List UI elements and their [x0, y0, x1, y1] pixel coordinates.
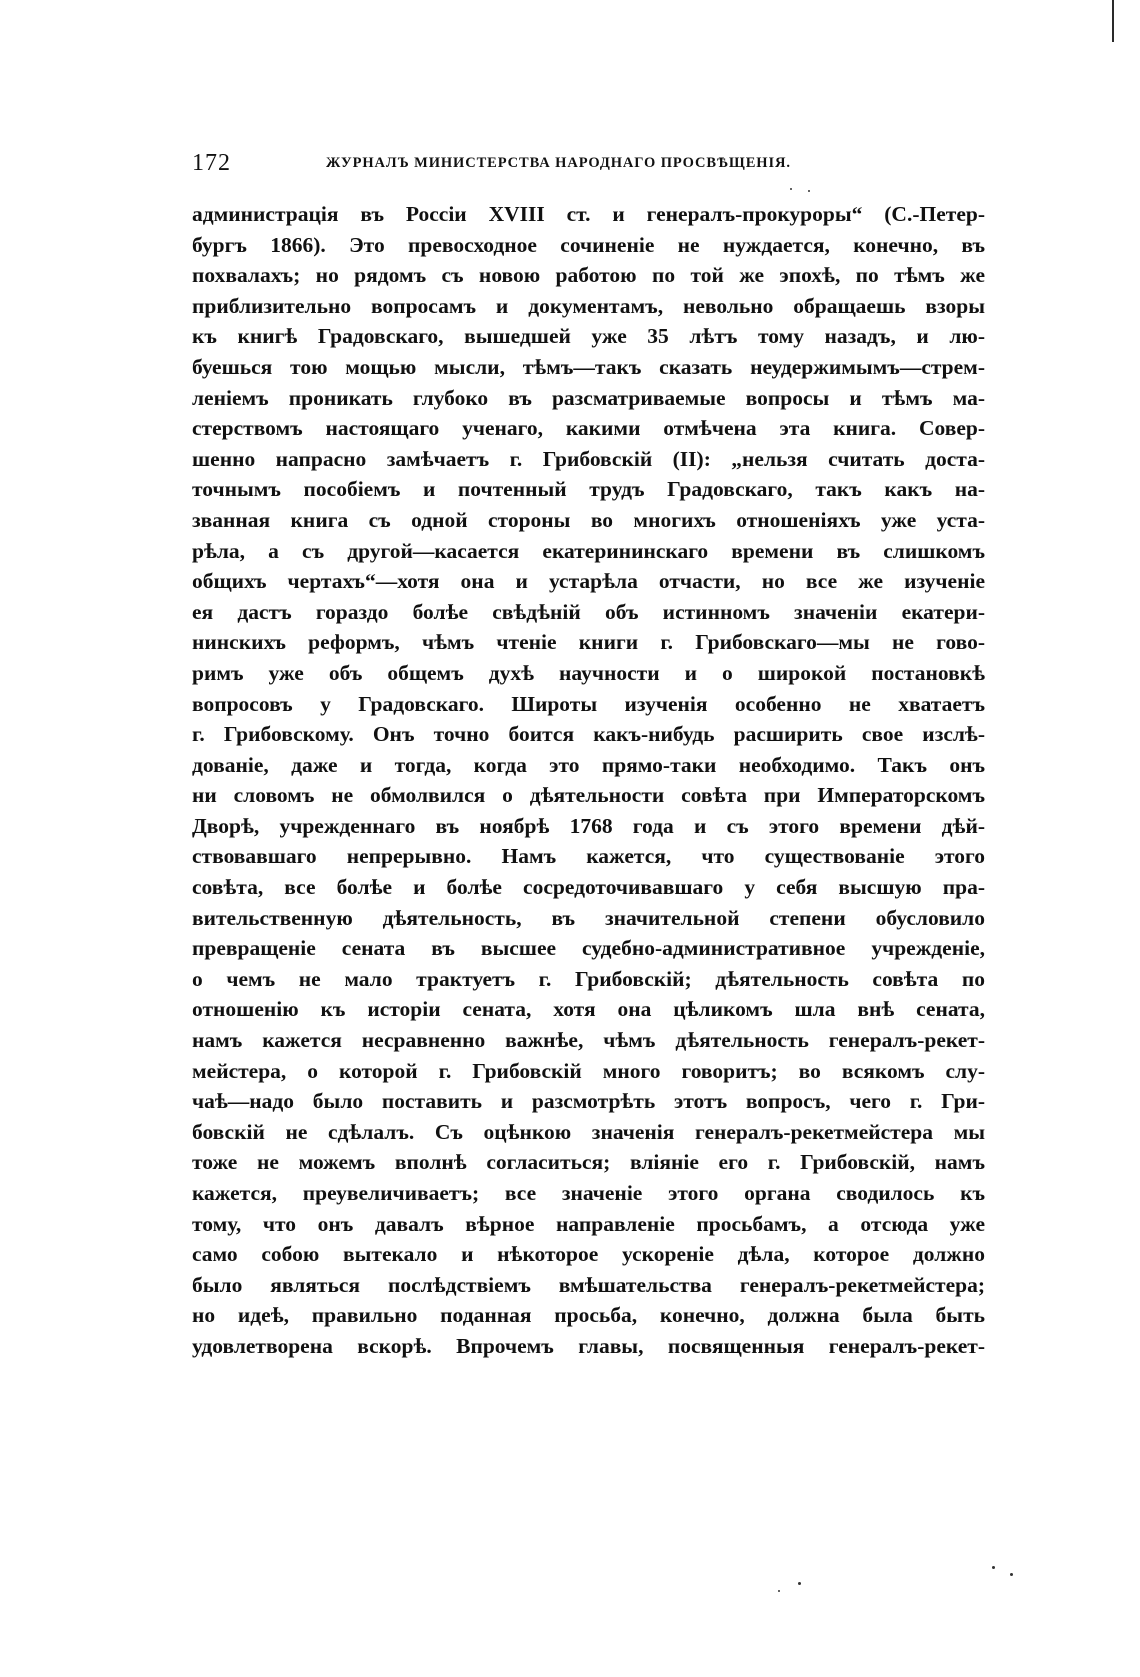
text-line: бовскій не сдѣлалъ. Съ оцѣнкою значенія генералъ-рекетмейстера мы: [192, 1119, 985, 1144]
text-line: римъ уже объ общемъ духѣ научности и о широкой постановкѣ: [192, 660, 985, 685]
text-line: удовлетворена вскорѣ. Впрочемъ главы, посвященныя генералъ-рекет-: [192, 1333, 985, 1358]
text-line: чаѣ—надо было поставить и разсмотрѣть этотъ вопросъ, чего г. Гри-: [192, 1089, 985, 1114]
text-line: ея дастъ гораздо болѣе свѣдѣній объ истинномъ значеніи екатери-: [192, 599, 985, 624]
text-line: леніемъ проникать глубоко въ разсматриваемые вопросы и тѣмъ ма-: [192, 385, 985, 410]
text-line: рѣла, а съ другой—касается екатерининскаго времени въ слишкомъ: [192, 538, 985, 563]
text-line: общихъ чертахъ“—хотя она и устарѣла отчасти, но все же изученіе: [192, 569, 985, 594]
text-line: ствовавшаго непрерывно. Намъ кажется, что существованіе этого: [192, 844, 985, 869]
scan-speck: [1010, 1573, 1013, 1576]
text-line: похвалахъ; но рядомъ съ новою работою по той же эпохѣ, по тѣмъ же: [192, 263, 985, 288]
text-line: совѣта, все болѣе и болѣе сосредоточивавшаго у себя высшую пра-: [192, 875, 985, 900]
text-line: вопросовъ у Градовскаго. Широты изученія особенно не хватаетъ: [192, 691, 985, 716]
text-line: стерствомъ настоящаго ученаго, какими отмѣчена эта книга. Совер-: [192, 416, 985, 441]
scan-speck: [790, 188, 792, 190]
text-line: о чемъ не мало трактуетъ г. Грибовскій; дѣятельность совѣта по: [192, 966, 985, 991]
text-line: вительственную дѣятельность, въ значительной степени обусловило: [192, 905, 985, 930]
text-line: приблизительно вопросамъ и документамъ, невольно обращаешь взоры: [192, 293, 985, 318]
page-header: [192, 148, 982, 178]
text-line: Дворѣ, учрежденнаго въ ноябрѣ 1768 года и съ этого времени дѣй-: [192, 813, 985, 838]
scan-speck: [808, 190, 810, 192]
text-line: точнымъ пособіемъ и почтенный трудъ Градовскаго, такъ какъ на-: [192, 477, 985, 502]
scan-speck: [798, 1582, 801, 1585]
text-line: отношенію къ исторіи сената, хотя она цѣликомъ шла внѣ сената,: [192, 997, 985, 1022]
text-line: буешься тою мощью мысли, тѣмъ—такъ сказать неудержимымъ—стрем-: [192, 354, 985, 379]
body-text: [192, 199, 985, 1362]
text-line: мейстера, о которой г. Грибовскій много говоритъ; во всякомъ слу-: [192, 1058, 985, 1083]
text-line: бургъ 1866). Это превосходное сочиненіе не нуждается, конечно, въ: [192, 232, 985, 257]
text-line: кажется, преувеличиваетъ; все значеніе этого органа сводилось къ: [192, 1181, 985, 1205]
page-number: 172: [192, 150, 231, 176]
text-line: тому, что онъ давалъ вѣрное направленіе просьбамъ, а отсюда уже: [192, 1211, 985, 1236]
text-line: ни словомъ не обмолвился о дѣятельности совѣта при Императорскомъ: [192, 783, 985, 808]
text-line: дованіе, даже и тогда, когда это прямо-таки необходимо. Такъ онъ: [192, 752, 985, 777]
text-line: администрація въ Россіи XVIII ст. и генералъ-прокуроры“ (С.-Петер-: [192, 202, 985, 226]
scan-speck: [778, 1590, 780, 1592]
text-line: нинскихъ реформъ, чѣмъ чтеніе книги г. Грибовскаго—мы не гово-: [192, 630, 985, 655]
text-line: шенно напрасно замѣчаетъ г. Грибовскій (II): „нельзя считать доста-: [192, 446, 985, 471]
text-line: было являться послѣдствіемъ вмѣшательства генералъ-рекетмейстера;: [192, 1272, 985, 1297]
text-line: но идеѣ, правильно поданная просьба, конечно, должна была быть: [192, 1303, 985, 1328]
text-line: званная книга съ одной стороны во многихъ отношеніяхъ уже уста-: [192, 507, 985, 532]
text-line: тоже не можемъ вполнѣ согласиться; вліяніе его г. Грибовскій, намъ: [192, 1150, 985, 1175]
scan-edge-line: [1112, 0, 1114, 42]
running-title: ЖУРНАЛЪ МИНИСТЕРСТВА НАРОДНАГО ПРОСВѢЩЕНІЯ.: [326, 155, 791, 171]
scan-speck: [992, 1566, 995, 1569]
text-line: само собою вытекало и нѣкоторое ускореніе дѣла, которое должно: [192, 1242, 985, 1267]
text-line: г. Грибовскому. Онъ точно боится какъ-нибудь расширить свое изслѣ-: [192, 722, 985, 747]
text-line: превращеніе сената въ высшее судебно-административное учрежденіе,: [192, 936, 985, 961]
text-line: къ книгѣ Градовскаго, вышедшей уже 35 лѣтъ тому назадъ, и лю-: [192, 324, 985, 349]
text-line: намъ кажется несравненно важнѣе, чѣмъ дѣятельность генералъ-рекет-: [192, 1028, 985, 1053]
